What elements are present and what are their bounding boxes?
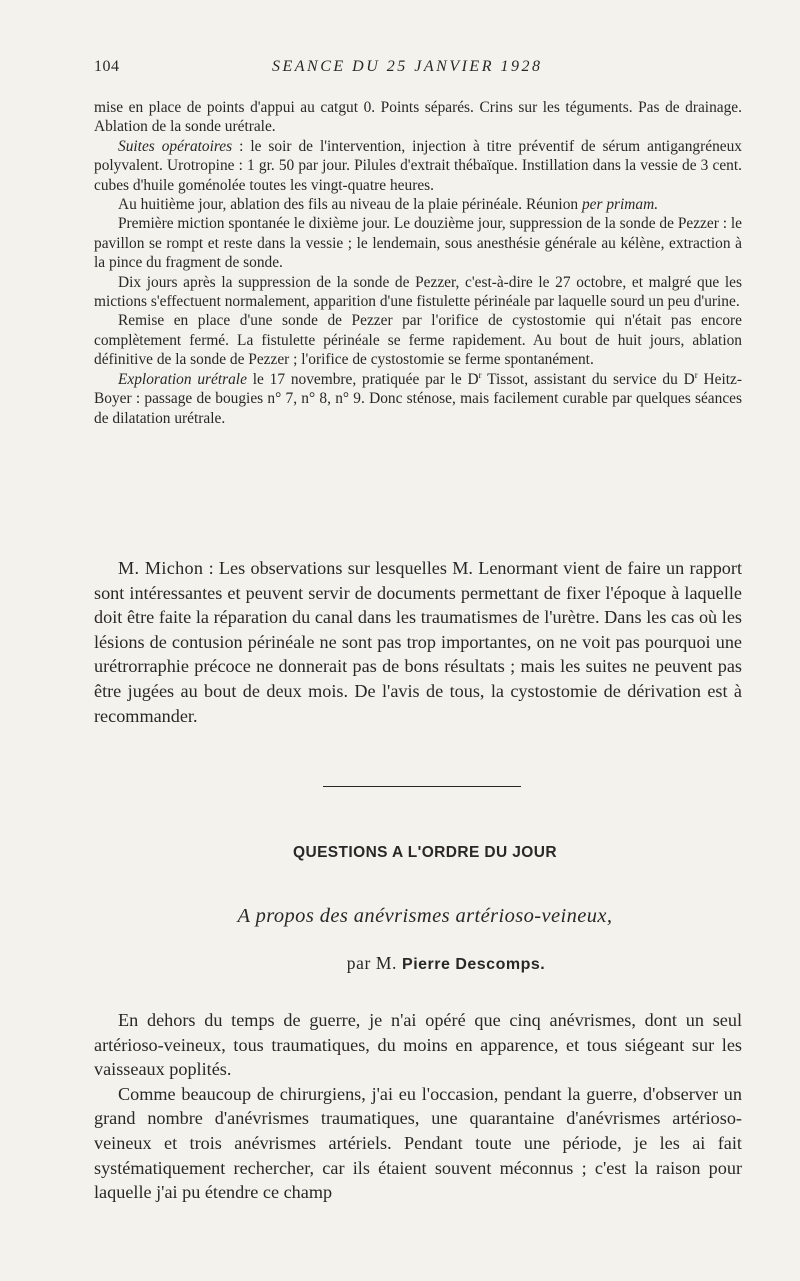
report-paragraph: Exploration urétrale le 17 novembre, pratiquée par le $D^r$ Tissot, assistant du service du $D^r$ Heitz-Boyer : passage de bougies n° 7, n° 8, n° 9. Donc sténose, mais facilement curable par quelques séances de dilatation urétrale. — [94, 369, 742, 427]
report-paragraph: Au huitième jour, ablation des fils au niveau de la plaie périnéale. Réunion per primam. — [118, 196, 659, 214]
article-paragraph: Comme beaucoup de chirurgiens, j'ai eu l'occasion, pendant la guerre, d'observer un grand nombre d'anévrismes traumatiques, une quarantaine d'anévrismes artérioso-veineux et trois anévrismes artériels. Pendant toute une période, je les ai fait systématiquement rechercher, car ils étaient souvent méconnus ; c'est la raison pour laquelle j'ai pu étendre ce champ — [94, 1083, 742, 1203]
case-report — [94, 98, 742, 428]
speaker-name: M. Michon — [118, 558, 204, 578]
article-byline: par M. Pierre Descomps. — [346, 953, 546, 973]
section-heading: QUESTIONS A L'ORDRE DU JOUR — [293, 844, 557, 861]
report-paragraph: mise en place de points d'appui au catgut 0. Points séparés. Crins sur les téguments. Pas de drainage. Ablation de la sonde urétrale. — [94, 99, 742, 136]
report-paragraph: Suites opératoires : le soir de l'intervention, injection à titre préventif de sérum antigangréneux polyvalent. Urotropine : 1 gr. 50 par jour. Pilules d'extrait thébaïque. Instillation dans la vessie de 3 cent. cubes d'huile goménolée toutes les vingt-quatre heures. — [94, 137, 742, 194]
article-paragraph: En dehors du temps de guerre, je n'ai opéré que cinq anévrismes, dont un seul artérioso-veineux, tous traumatiques, du moins en apparence, et tous siégeant sur les vaisseaux poplités. — [94, 1010, 742, 1080]
article-title: A propos des anévrismes artérioso-veineux, — [237, 905, 613, 927]
article-body — [94, 1008, 742, 1205]
report-paragraph: Dix jours après la suppression de la sonde de Pezzer, c'est-à-dire le 27 octobre, et malgré que les mictions s'effectuent normalement, apparition d'une fistulette périnéale par laquelle sourd un peu d'urine. — [94, 273, 742, 311]
report-paragraph: Première miction spontanée le dixième jour. Le douzième jour, suppression de la sonde de Pezzer : le pavillon se rompt et reste dans la vessie ; le lendemain, sous anesthésie générale au kélène, extraction à la pince du fragment de sonde. — [94, 215, 742, 272]
discussion — [94, 556, 742, 728]
running-head: SEANCE DU 25 JANVIER 1928 — [272, 58, 543, 75]
author-name: Pierre Descomps. — [402, 956, 546, 973]
page-header — [94, 58, 740, 80]
discussion-paragraph: M. Michon : Les observations sur lesquelles M. Lenormant vient de faire un rapport sont intéressantes et peuvent servir de documents permettant de fixer l'époque à laquelle doit être faite la réparation du canal dans les traumatismes de l'urètre. Dans les cas où les lésions de contusion périnéale ne sont pas trop importantes, on ne voit pas pourquoi une urétrorraphie précoce ne donnerait pas de bons résultats ; mais les suites ne peuvent pas être jugées au bout de deux mois. De l'avis de tous, la cystostomie de dérivation est à recommander. — [94, 558, 742, 726]
page-number: 104 — [94, 58, 120, 75]
section-divider — [323, 786, 521, 787]
report-paragraph: Remise en place d'une sonde de Pezzer par l'orifice de cystostomie qui n'était pas encore complètement fermé. La fistulette périnéale se ferme rapidement. Au bout de huit jours, ablation définitive de la sonde de Pezzer ; l'orifice de cystostomie se ferme spontanément. — [94, 312, 742, 369]
